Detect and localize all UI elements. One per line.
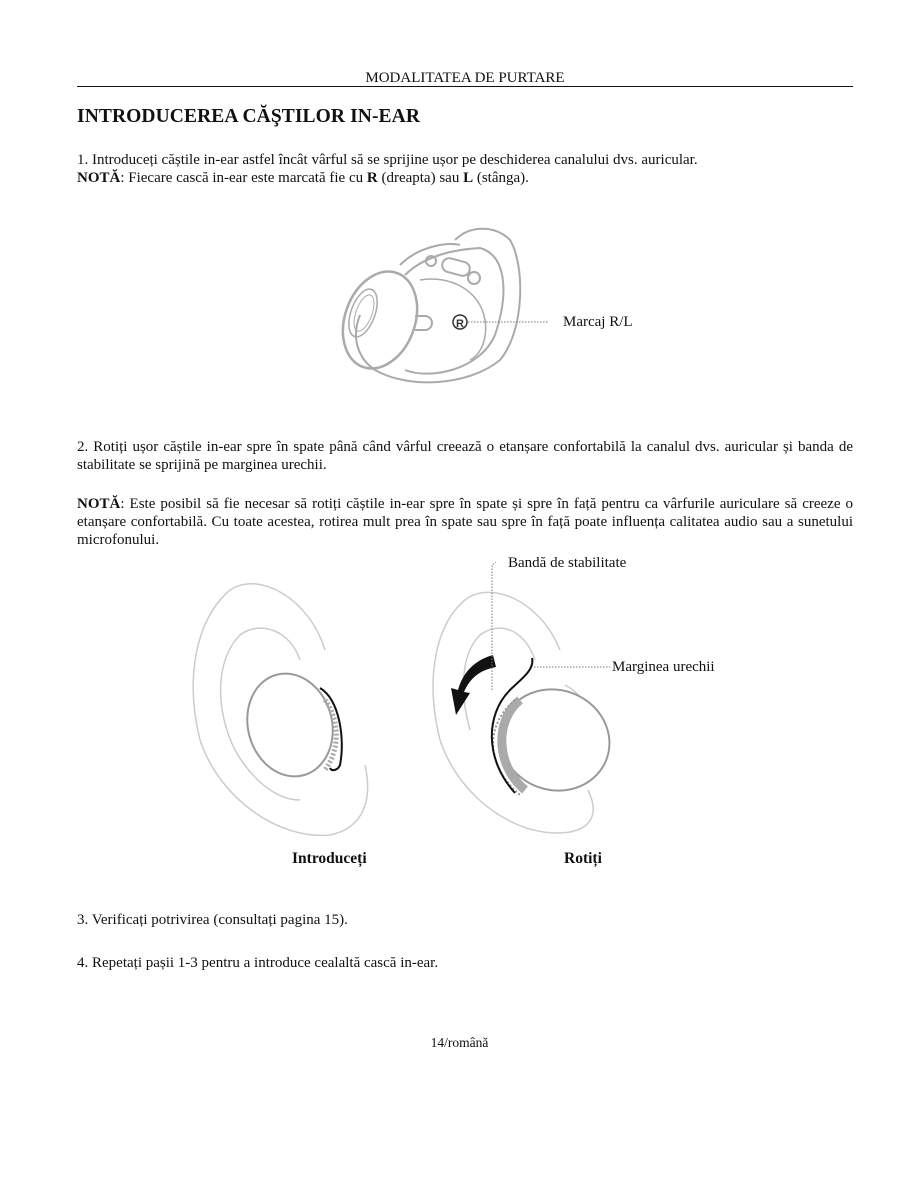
step-2: 2. Rotiți ușor căștile in-ear spre în spate până când vârful creează o etanșare confortabilă la canalul dvs. auricular și banda de stabilitate se sprijină pe marginea urechii. bbox=[77, 439, 853, 473]
section-title: MODALITATEA DE PURTARE bbox=[365, 70, 565, 86]
earbud-illustration bbox=[320, 220, 650, 400]
step-4: 4. Repetați pașii 1-3 pentru a introduce cealaltă cască in-ear. bbox=[77, 955, 439, 971]
caption-rotate: Rotiți bbox=[564, 850, 602, 867]
note-text: (stânga). bbox=[473, 170, 529, 186]
rl-mark-callout: Marcaj R/L bbox=[563, 314, 633, 330]
note-l: L bbox=[463, 170, 474, 186]
note-r: R bbox=[366, 170, 378, 186]
note-text: : Fiecare cască in-ear este marcată fie cu bbox=[120, 170, 367, 186]
note-text: (dreapta) sau bbox=[377, 170, 464, 186]
step-1-text: 1. Introduceți căștile in-ear astfel încât vârful să se sprijine ușor pe deschiderea canalului dvs. auricular. bbox=[77, 152, 698, 168]
note-2 bbox=[77, 495, 853, 549]
note-label: NOTĂ bbox=[77, 170, 121, 186]
page-number: 14/română bbox=[430, 1035, 489, 1050]
ear-insertion-illustration bbox=[180, 550, 740, 850]
note-text: : Este posibil să fie necesar să rotiți căștile in-ear spre în spate și spre în față pentru ca vârfurile auriculare să creeze o etanșare confortabilă. Cu toate acestea, rotirea mult prea în spate sau spre în față poate influența calitatea audio sau a sunetului microfonului. bbox=[77, 496, 853, 548]
page-title: INTRODUCEREA CĂŞTILOR IN-EAR bbox=[77, 106, 421, 127]
step-3: 3. Verificați potrivirea (consultați pagina 15). bbox=[77, 912, 348, 928]
note-label: NOTĂ bbox=[77, 496, 121, 512]
section-header bbox=[77, 68, 853, 87]
caption-insert: Introduceți bbox=[292, 850, 367, 867]
rl-mark-glyph: R bbox=[456, 318, 464, 330]
ear-edge-callout: Marginea urechii bbox=[612, 659, 715, 675]
step-1 bbox=[77, 151, 853, 187]
stability-band-callout: Bandă de stabilitate bbox=[508, 555, 627, 571]
rotate-arrow-icon bbox=[451, 655, 496, 715]
step-1-note bbox=[77, 169, 853, 187]
